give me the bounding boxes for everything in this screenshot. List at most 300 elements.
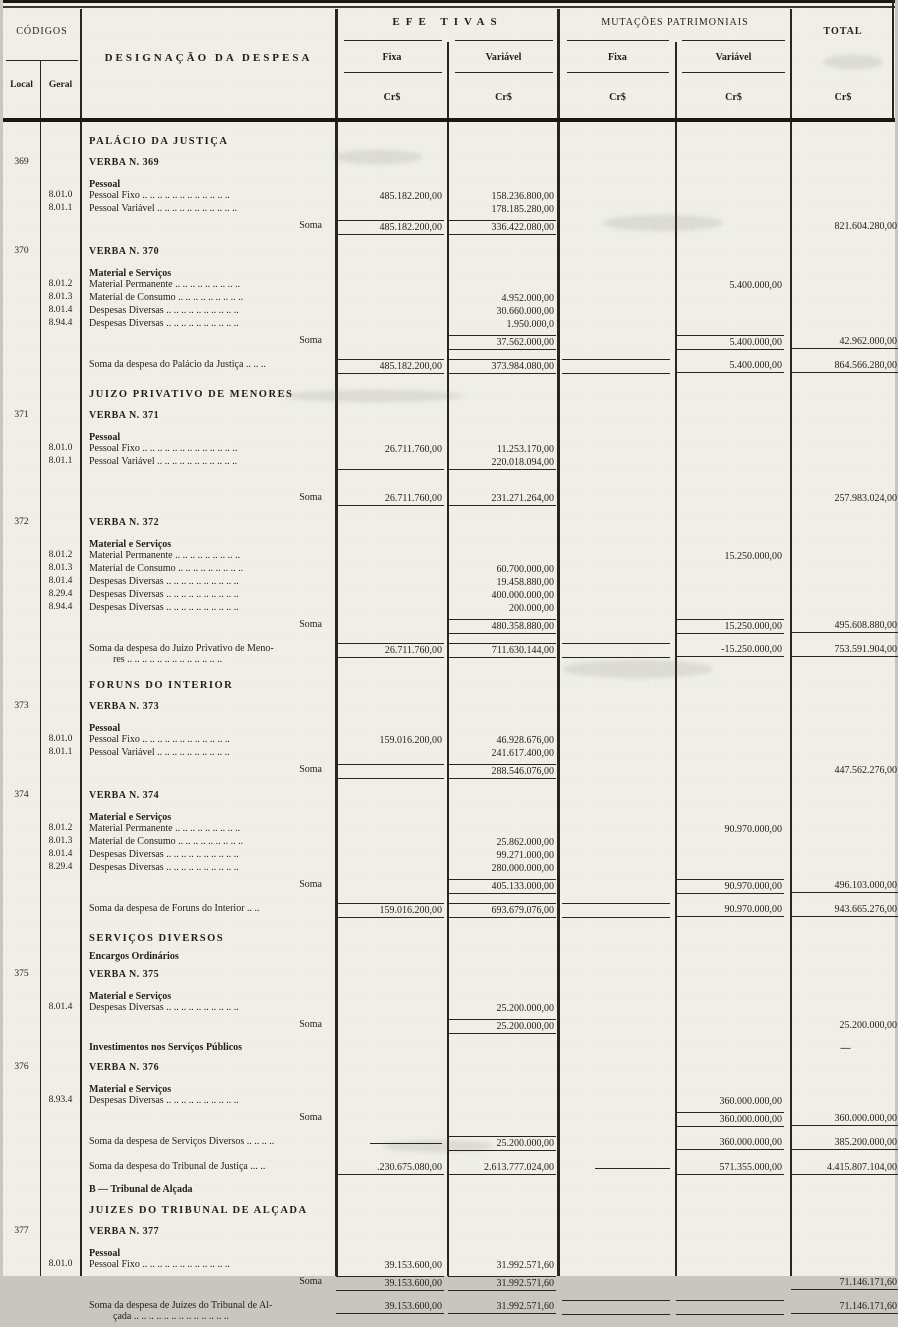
cell-efetivas-variavel bbox=[448, 318, 559, 331]
cell-efetivas-variavel bbox=[448, 951, 559, 962]
cell-total bbox=[791, 680, 895, 691]
cell-mutacoes-fixa bbox=[559, 1205, 676, 1216]
cell-local-code bbox=[3, 1042, 40, 1055]
blank-ruled-value bbox=[562, 359, 670, 374]
cell-designacao bbox=[81, 849, 336, 862]
item-row bbox=[3, 550, 895, 563]
amount-value: 241.617.400,00 bbox=[491, 748, 554, 759]
cell-local-code bbox=[3, 443, 40, 456]
subheading-row bbox=[3, 719, 895, 734]
despesa-label: Pessoal Fixo .. .. .. .. .. .. .. .. .. .. .. .. bbox=[89, 190, 230, 201]
cell-total bbox=[791, 1002, 895, 1015]
cell-efetivas-variavel bbox=[448, 747, 559, 760]
despesa-label: Despesas Diversas .. .. .. .. .. .. .. .. .. .. bbox=[89, 862, 239, 873]
despesa-label: Soma da despesa do Palácio da Justiça .. .. .. bbox=[89, 359, 266, 370]
cell-designacao bbox=[81, 879, 336, 894]
cell-designacao bbox=[81, 279, 336, 292]
cell-designacao bbox=[81, 220, 336, 235]
cell-efetivas-fixa bbox=[336, 576, 448, 589]
item-row bbox=[3, 1095, 895, 1108]
cell-designacao bbox=[81, 576, 336, 589]
cell-efetivas-fixa bbox=[336, 589, 448, 602]
cell-geral-code: 8.01.3 bbox=[48, 292, 73, 302]
header-rule bbox=[455, 40, 553, 41]
header-rule bbox=[344, 40, 442, 41]
amount-value: 4.952.000,00 bbox=[501, 293, 554, 304]
header-efetivas: EFE TIVAS bbox=[392, 16, 503, 28]
cell-local-code bbox=[3, 602, 40, 615]
cell-designacao bbox=[81, 747, 336, 760]
cell-designacao bbox=[81, 443, 336, 456]
subheading-row bbox=[3, 1244, 895, 1259]
header-mutacoes-variavel: Variável bbox=[715, 52, 752, 63]
cell-local-code bbox=[3, 747, 40, 760]
cell-efetivas-variavel bbox=[448, 602, 559, 615]
cell-mutacoes-variavel bbox=[676, 179, 791, 190]
cell-mutacoes-variavel bbox=[676, 318, 791, 331]
cell-designacao bbox=[81, 517, 336, 528]
cell-local-code bbox=[3, 1161, 40, 1175]
cell-local-code bbox=[3, 933, 40, 944]
soma-label: Soma bbox=[299, 1019, 322, 1030]
despesa-label: Despesas Diversas .. .. .. .. .. .. .. .. .. .. bbox=[89, 1002, 239, 1013]
item-row bbox=[3, 589, 895, 602]
blank-rule bbox=[595, 1168, 670, 1169]
item-row bbox=[3, 1259, 895, 1272]
amount-value: 71.146.171,60 bbox=[791, 1300, 898, 1314]
cell-mutacoes-variavel bbox=[676, 879, 791, 894]
cell-designacao bbox=[81, 1259, 336, 1272]
cell-efetivas-variavel bbox=[448, 1205, 559, 1216]
cell-designacao bbox=[81, 1205, 336, 1216]
cell-designacao bbox=[81, 268, 336, 279]
cell-efetivas-fixa bbox=[336, 246, 448, 257]
blank-ruled-value bbox=[562, 643, 670, 658]
cell-efetivas-variavel bbox=[448, 790, 559, 801]
cell-local-code bbox=[3, 539, 40, 550]
cell-designacao bbox=[81, 1084, 336, 1095]
cell-efetivas-fixa bbox=[336, 1248, 448, 1259]
scanned-budget-page bbox=[3, 0, 897, 1322]
cell-efetivas-variavel bbox=[448, 1062, 559, 1073]
despesa-label-continuation: res .. .. .. .. .. .. .. .. .. .. .. .. .. bbox=[113, 654, 223, 665]
cell-mutacoes-fixa bbox=[559, 602, 676, 615]
cell-local-code bbox=[3, 179, 40, 190]
cell-geral-code bbox=[40, 246, 81, 257]
header-total: TOTAL bbox=[823, 26, 863, 37]
cell-mutacoes-variavel bbox=[676, 747, 791, 760]
cell-total bbox=[791, 747, 895, 760]
cell-mutacoes-variavel bbox=[676, 157, 791, 168]
cell-geral-code: 8.01.1 bbox=[48, 203, 73, 213]
cell-mutacoes-variavel bbox=[676, 220, 791, 235]
cell-geral-code bbox=[40, 432, 81, 443]
cell-efetivas-variavel bbox=[448, 862, 559, 875]
amount-value: 360.000.000,00 bbox=[676, 1136, 784, 1150]
cell-mutacoes-fixa bbox=[559, 136, 676, 147]
cell-mutacoes-fixa bbox=[559, 1002, 676, 1015]
cell-mutacoes-variavel bbox=[676, 432, 791, 443]
cell-local-code bbox=[3, 203, 40, 216]
cell-efetivas-fixa bbox=[336, 1276, 448, 1291]
amount-value: 447.562.276,00 bbox=[834, 765, 897, 776]
cell-total bbox=[791, 991, 895, 1002]
cell-total bbox=[791, 305, 895, 318]
cell-efetivas-variavel bbox=[448, 335, 559, 350]
cell-mutacoes-fixa bbox=[559, 550, 676, 563]
amount-value: 480.358.880,00 bbox=[448, 619, 556, 634]
cell-efetivas-variavel bbox=[448, 410, 559, 421]
cell-mutacoes-fixa bbox=[559, 643, 676, 665]
cell-geral-code: 8.01.0 bbox=[48, 734, 73, 744]
cell-total bbox=[791, 136, 895, 147]
cell-total bbox=[791, 157, 895, 168]
header-rule bbox=[682, 40, 785, 41]
cell-total bbox=[791, 969, 895, 980]
verba-row bbox=[3, 239, 895, 264]
cell-mutacoes-variavel bbox=[676, 492, 791, 506]
cell-geral-code: 8.01.3 bbox=[48, 563, 73, 573]
cell-mutacoes-fixa bbox=[559, 1184, 676, 1195]
amount-value: 37.562.000,00 bbox=[448, 335, 556, 350]
cell-designacao bbox=[81, 550, 336, 563]
despesa-label: Despesas Diversas .. .. .. .. .. .. .. .. .. .. bbox=[89, 576, 239, 587]
grand-total-row bbox=[3, 1156, 895, 1180]
header-col-geral: Geral bbox=[48, 80, 73, 90]
cell-mutacoes-variavel bbox=[676, 335, 791, 350]
cell-geral-code bbox=[40, 410, 81, 421]
cell-mutacoes-fixa bbox=[559, 1112, 676, 1127]
amount-value: 39.153.600,00 bbox=[336, 1276, 444, 1291]
cell-total bbox=[791, 734, 895, 747]
cell-mutacoes-variavel bbox=[676, 812, 791, 823]
cell-efetivas-variavel bbox=[448, 456, 559, 470]
cell-mutacoes-fixa bbox=[559, 969, 676, 980]
soma-row bbox=[3, 1108, 895, 1131]
amount-value: 200.000,00 bbox=[509, 603, 554, 614]
amount-value: 943.665.276,00 bbox=[791, 903, 898, 917]
cell-mutacoes-fixa bbox=[559, 335, 676, 350]
header-rule bbox=[682, 72, 785, 73]
subheading-row bbox=[3, 808, 895, 823]
despesa-label: Material e Serviços bbox=[89, 812, 172, 823]
soma-label: Soma bbox=[299, 1276, 322, 1287]
cell-efetivas-fixa bbox=[336, 410, 448, 421]
cell-efetivas-fixa bbox=[336, 1002, 448, 1015]
cell-efetivas-fixa bbox=[336, 823, 448, 836]
amount-value: 485.182.200,00 bbox=[336, 220, 444, 235]
cell-total bbox=[791, 879, 895, 894]
amount-value: 571.355.000,00 bbox=[676, 1161, 784, 1175]
cell-mutacoes-variavel bbox=[676, 1019, 791, 1034]
cell-mutacoes-fixa bbox=[559, 1248, 676, 1259]
cell-mutacoes-fixa bbox=[559, 747, 676, 760]
grand-total-row bbox=[3, 1295, 895, 1327]
soma-row bbox=[3, 760, 895, 783]
cell-geral-code bbox=[40, 951, 81, 962]
cell-mutacoes-variavel bbox=[676, 701, 791, 712]
cell-designacao bbox=[81, 1276, 336, 1291]
despesa-label: Encargos Ordinários bbox=[89, 951, 179, 962]
cell-efetivas-variavel bbox=[448, 764, 559, 779]
cell-efetivas-variavel bbox=[448, 903, 559, 918]
amount-value: 693.679.076,00 bbox=[448, 903, 556, 918]
cell-local-code bbox=[3, 1112, 40, 1127]
cell-efetivas-variavel bbox=[448, 619, 559, 634]
cell-local-code bbox=[3, 318, 40, 331]
amount-value: 485.182.200,00 bbox=[379, 191, 442, 202]
cell-efetivas-variavel bbox=[448, 1019, 559, 1034]
cell-mutacoes-fixa bbox=[559, 1161, 676, 1175]
item-row bbox=[3, 203, 895, 216]
cell-local-code bbox=[3, 305, 40, 318]
cell-local-code bbox=[3, 1276, 40, 1291]
cell-designacao bbox=[81, 933, 336, 944]
verba-row bbox=[3, 150, 895, 175]
verba-row bbox=[3, 403, 895, 428]
cell-efetivas-fixa bbox=[336, 359, 448, 374]
cell-mutacoes-fixa bbox=[559, 790, 676, 801]
cell-local-code: 369 bbox=[14, 157, 29, 167]
cell-mutacoes-fixa bbox=[559, 680, 676, 691]
cell-mutacoes-variavel bbox=[676, 862, 791, 875]
cell-total bbox=[791, 1248, 895, 1259]
cell-geral-code: 8.01.4 bbox=[48, 576, 73, 586]
cell-efetivas-variavel bbox=[448, 359, 559, 374]
cell-mutacoes-fixa bbox=[559, 359, 676, 374]
cell-geral-code bbox=[40, 991, 81, 1002]
despesa-label: Pessoal bbox=[89, 432, 121, 443]
amount-value: 711.630.144,00 bbox=[448, 643, 556, 658]
cell-efetivas-variavel bbox=[448, 991, 559, 1002]
cell-local-code: 370 bbox=[14, 246, 29, 256]
cell-efetivas-fixa bbox=[336, 279, 448, 292]
amount-value: 60.700.000,00 bbox=[496, 564, 554, 575]
cell-geral-code bbox=[40, 136, 81, 147]
cell-efetivas-variavel bbox=[448, 1095, 559, 1108]
cell-total bbox=[791, 203, 895, 216]
amount-value: 26.711.760,00 bbox=[336, 492, 444, 506]
cell-total bbox=[791, 1226, 895, 1237]
cell-efetivas-fixa bbox=[336, 951, 448, 962]
cell-mutacoes-fixa bbox=[559, 443, 676, 456]
cell-designacao bbox=[81, 1062, 336, 1073]
cell-total bbox=[791, 410, 895, 421]
subheading-row bbox=[3, 1080, 895, 1095]
cell-geral-code: 8.01.0 bbox=[48, 443, 73, 453]
despesa-label: VERBA N. 370 bbox=[89, 246, 160, 257]
cell-mutacoes-variavel bbox=[676, 305, 791, 318]
cell-total bbox=[791, 1084, 895, 1095]
despesa-label: Pessoal bbox=[89, 723, 121, 734]
despesa-label: Despesas Diversas .. .. .. .. .. .. .. .. .. .. bbox=[89, 589, 239, 600]
despesa-label: Pessoal Variável .. .. .. .. .. .. .. .. .. .. .. bbox=[89, 456, 238, 467]
cell-designacao bbox=[81, 410, 336, 421]
header-mutacoes-fixa: Fixa bbox=[608, 52, 627, 63]
section-row bbox=[3, 379, 895, 403]
blank-ruled-value bbox=[562, 903, 670, 918]
cell-efetivas-variavel bbox=[448, 680, 559, 691]
cell-designacao bbox=[81, 836, 336, 849]
amount-value: — bbox=[840, 1043, 850, 1054]
cell-mutacoes-fixa bbox=[559, 246, 676, 257]
despesa-label: Pessoal Fixo .. .. .. .. .. .. .. .. .. .. .. .. bbox=[89, 1259, 230, 1270]
cell-efetivas-fixa bbox=[336, 862, 448, 875]
item-row bbox=[3, 602, 895, 615]
cell-efetivas-variavel bbox=[448, 1112, 559, 1127]
cell-geral-code: 8.01.0 bbox=[48, 190, 73, 200]
cell-total bbox=[791, 1019, 895, 1034]
cell-efetivas-fixa bbox=[336, 849, 448, 862]
cell-designacao bbox=[81, 292, 336, 305]
cell-mutacoes-variavel bbox=[676, 1002, 791, 1015]
cell-geral-code bbox=[40, 389, 81, 400]
cell-local-code bbox=[3, 1184, 40, 1195]
item-row bbox=[3, 1002, 895, 1015]
cell-efetivas-variavel bbox=[448, 701, 559, 712]
cell-total bbox=[791, 836, 895, 849]
cell-geral-code bbox=[40, 1248, 81, 1259]
cell-mutacoes-variavel bbox=[676, 1161, 791, 1175]
cell-efetivas-fixa bbox=[336, 1042, 448, 1055]
amount-value: 5.400.000,00 bbox=[676, 335, 784, 350]
cell-designacao bbox=[81, 1300, 336, 1322]
amount-value: 39.153.600,00 bbox=[384, 1260, 442, 1271]
cell-geral-code bbox=[40, 879, 81, 894]
amount-value: .230.675.080,00 bbox=[336, 1161, 444, 1175]
cell-local-code bbox=[3, 136, 40, 147]
despesa-label: Material e Serviços bbox=[89, 1084, 172, 1095]
despesa-label: Pessoal Fixo .. .. .. .. .. .. .. .. .. .. .. .. .. bbox=[89, 443, 238, 454]
cell-local-code bbox=[3, 550, 40, 563]
despesa-label: Material de Consumo .. .. .. .. .. .. .. .. .. bbox=[89, 563, 244, 574]
cell-mutacoes-fixa bbox=[559, 179, 676, 190]
amount-value: 5.400.000,00 bbox=[729, 280, 782, 291]
cell-local-code bbox=[3, 389, 40, 400]
cell-mutacoes-variavel bbox=[676, 764, 791, 779]
cell-efetivas-variavel bbox=[448, 1226, 559, 1237]
cell-efetivas-fixa bbox=[336, 734, 448, 747]
header-currency: Cr$ bbox=[725, 92, 742, 103]
amount-value: 25.200.000,00 bbox=[448, 1136, 556, 1151]
despesa-label: Material e Serviços bbox=[89, 539, 172, 550]
cell-efetivas-fixa bbox=[336, 969, 448, 980]
cell-designacao bbox=[81, 246, 336, 257]
cell-designacao bbox=[81, 619, 336, 634]
cell-local-code: 375 bbox=[14, 969, 29, 979]
cell-efetivas-fixa bbox=[336, 517, 448, 528]
cell-efetivas-variavel bbox=[448, 734, 559, 747]
cell-local-code bbox=[3, 680, 40, 691]
soma-label: Soma bbox=[299, 220, 322, 231]
item-row bbox=[3, 456, 895, 470]
cell-local-code bbox=[3, 1205, 40, 1216]
cell-efetivas-variavel bbox=[448, 849, 559, 862]
cell-designacao bbox=[81, 136, 336, 147]
cell-efetivas-fixa bbox=[336, 1205, 448, 1216]
cell-total bbox=[791, 335, 895, 350]
amount-value: 26.711.760,00 bbox=[336, 643, 444, 658]
cell-local-code bbox=[3, 492, 40, 506]
cell-geral-code: 8.01.2 bbox=[48, 279, 73, 289]
cell-mutacoes-variavel bbox=[676, 517, 791, 528]
despesa-label: Pessoal bbox=[89, 1248, 121, 1259]
cell-local-code: 377 bbox=[14, 1226, 29, 1236]
cell-geral-code bbox=[40, 1161, 81, 1175]
cell-efetivas-variavel bbox=[448, 1002, 559, 1015]
cell-mutacoes-fixa bbox=[559, 576, 676, 589]
cell-efetivas-variavel bbox=[448, 517, 559, 528]
soma-label: Soma bbox=[299, 1112, 322, 1123]
cell-efetivas-fixa bbox=[336, 1112, 448, 1127]
amount-value: 90.970.000,00 bbox=[676, 903, 784, 917]
cell-local-code bbox=[3, 432, 40, 443]
despesa-label: Pessoal Variável .. .. .. .. .. .. .. .. .. .. .. bbox=[89, 203, 238, 214]
cell-mutacoes-fixa bbox=[559, 764, 676, 779]
verba-row bbox=[3, 694, 895, 719]
cell-mutacoes-fixa bbox=[559, 991, 676, 1002]
header-rule bbox=[567, 40, 669, 41]
amount-value: 11.253.170,00 bbox=[496, 444, 554, 455]
amount-value: 15.250.000,00 bbox=[724, 551, 782, 562]
cell-local-code bbox=[3, 643, 40, 665]
cell-local-code bbox=[3, 220, 40, 235]
cell-designacao bbox=[81, 812, 336, 823]
cell-local-code bbox=[3, 1259, 40, 1272]
cell-local-code bbox=[3, 292, 40, 305]
cell-efetivas-variavel bbox=[448, 1084, 559, 1095]
cell-mutacoes-fixa bbox=[559, 1084, 676, 1095]
cell-mutacoes-fixa bbox=[559, 1276, 676, 1291]
cell-local-code bbox=[3, 576, 40, 589]
cell-designacao bbox=[81, 1248, 336, 1259]
cell-mutacoes-variavel bbox=[676, 790, 791, 801]
cell-geral-code: 8.94.4 bbox=[48, 318, 73, 328]
cell-efetivas-variavel bbox=[448, 1300, 559, 1322]
cell-mutacoes-fixa bbox=[559, 318, 676, 331]
cell-mutacoes-fixa bbox=[559, 190, 676, 203]
cell-geral-code bbox=[40, 1184, 81, 1195]
cell-local-code: 376 bbox=[14, 1062, 29, 1072]
cell-geral-code bbox=[40, 790, 81, 801]
cell-designacao bbox=[81, 991, 336, 1002]
cell-mutacoes-fixa bbox=[559, 1136, 676, 1151]
cell-local-code bbox=[3, 764, 40, 779]
cell-total bbox=[791, 246, 895, 257]
cell-mutacoes-variavel bbox=[676, 849, 791, 862]
cell-efetivas-fixa bbox=[336, 179, 448, 190]
soma-label: Soma bbox=[299, 619, 322, 630]
cell-local-code bbox=[3, 812, 40, 823]
amount-value: 90.970.000,00 bbox=[724, 824, 782, 835]
cell-mutacoes-fixa bbox=[559, 1019, 676, 1034]
amount-value: 25.200.000,00 bbox=[839, 1020, 897, 1031]
despesa-label: VERBA N. 376 bbox=[89, 1062, 160, 1073]
cell-total bbox=[791, 933, 895, 944]
cell-geral-code: 8.94.4 bbox=[48, 602, 73, 612]
despesa-label: Soma da despesa do Juizo Privativo de Meno- bbox=[89, 643, 274, 654]
amount-value: 4.415.807.104,00 bbox=[791, 1161, 898, 1175]
cell-mutacoes-variavel bbox=[676, 563, 791, 576]
amount-value: 26.711.760,00 bbox=[384, 444, 442, 455]
cell-efetivas-variavel bbox=[448, 279, 559, 292]
cell-designacao bbox=[81, 723, 336, 734]
despesa-label: Soma da despesa de Juízes do Tribunal de Al- bbox=[89, 1300, 273, 1311]
cell-designacao bbox=[81, 157, 336, 168]
cell-designacao bbox=[81, 179, 336, 190]
cell-local-code bbox=[3, 903, 40, 918]
cell-total bbox=[791, 576, 895, 589]
